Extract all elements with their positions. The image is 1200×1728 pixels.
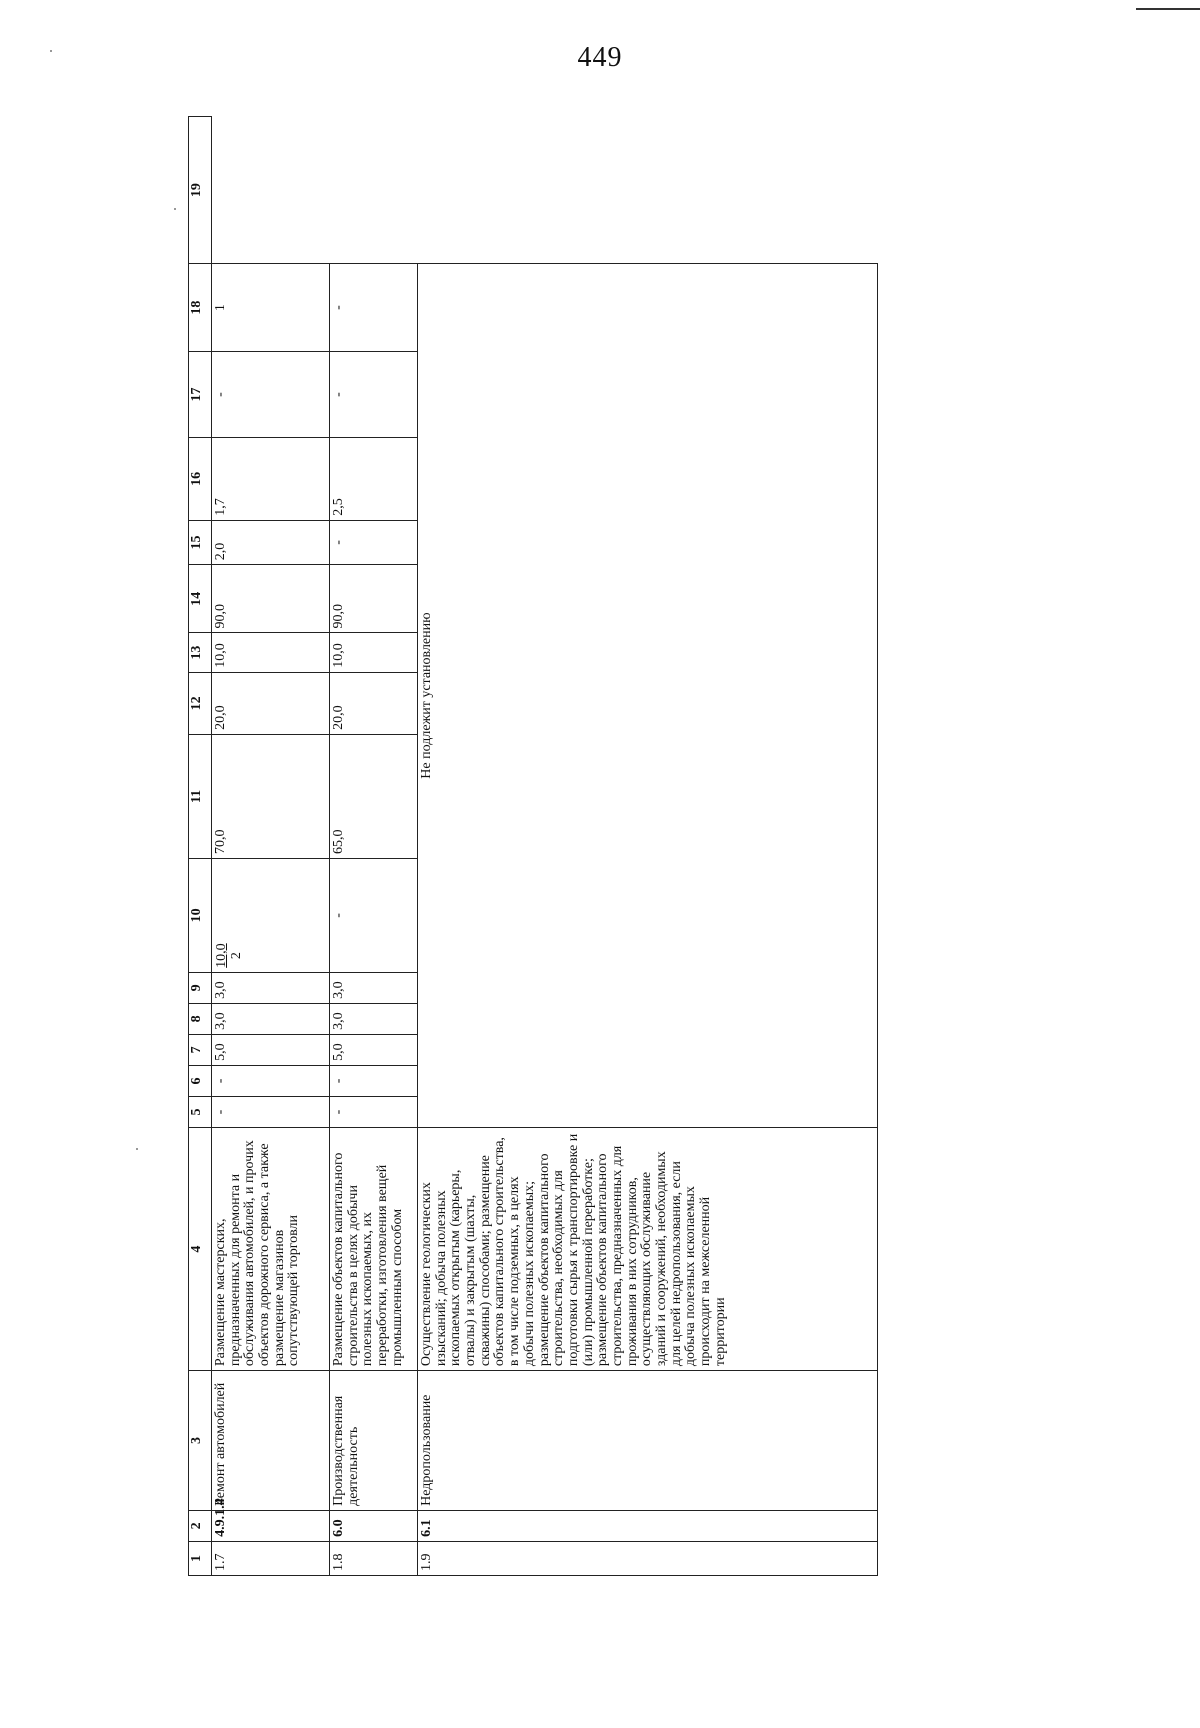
table-row: [330, 117, 418, 1576]
cell-col5: -: [212, 1096, 330, 1127]
cell-col9: 3,0: [212, 972, 330, 1003]
col-number-12: 12: [189, 672, 212, 734]
use-code: 6.1: [418, 1510, 878, 1541]
col-number-14: 14: [189, 565, 212, 633]
column-number-row: [189, 117, 212, 1576]
use-description: Размещение мастерских, предназначенных для ремонта и обслуживания автомобилей, и прочих объектов дорожного сервиса, а также размещение магазинов сопутствующей торговли: [212, 1127, 330, 1370]
cell-col12: 20,0: [212, 672, 330, 734]
table-row: [212, 117, 330, 1576]
cell-col7: 5,0: [330, 1034, 418, 1065]
cell-col14: 90,0: [212, 565, 330, 633]
cell-col9: 3,0: [330, 972, 418, 1003]
cell-col18: 1: [212, 264, 330, 352]
land-use-regulations-table: [188, 116, 878, 1576]
col-number-1: 1: [189, 1541, 212, 1575]
col-number-19: 19: [189, 117, 212, 264]
cell-col15: 2,0: [212, 520, 330, 564]
cell-col19: [212, 117, 878, 264]
cell-col11: 65,0: [330, 734, 418, 858]
col-number-15: 15: [189, 520, 212, 564]
use-description: Размещение объектов капитального строительства в целях добычи полезных ископаемых, их переработки, изготовления вещей промышленным способом: [330, 1127, 418, 1370]
col-number-6: 6: [189, 1065, 212, 1096]
cell-col11: 70,0: [212, 734, 330, 858]
cell-col16: 2,5: [330, 437, 418, 520]
rotated-table-container: [188, 116, 878, 1576]
use-name: Производственная деятельность: [330, 1371, 418, 1511]
cell-col6: -: [212, 1065, 330, 1096]
col-number-10: 10: [189, 859, 212, 973]
scan-speck: [136, 1148, 138, 1150]
cell-col16: 1,7: [212, 437, 330, 520]
use-name: Недропользование: [418, 1371, 878, 1511]
row-number: 1.9: [418, 1541, 878, 1575]
use-name: Ремонт автомобилей: [212, 1371, 330, 1511]
col-number-8: 8: [189, 1003, 212, 1034]
col-number-13: 13: [189, 633, 212, 672]
col-number-18: 18: [189, 264, 212, 352]
col-number-2: 2: [189, 1510, 212, 1541]
cell-col8: 3,0: [330, 1003, 418, 1034]
col-number-5: 5: [189, 1096, 212, 1127]
cell-col10: -: [330, 859, 418, 973]
col-number-7: 7: [189, 1034, 212, 1065]
col-number-9: 9: [189, 972, 212, 1003]
col-number-3: 3: [189, 1371, 212, 1511]
page-number: 449: [577, 42, 623, 73]
cell-col18: -: [330, 264, 418, 352]
cell-col8: 3,0: [212, 1003, 330, 1034]
cell-col13: 10,0: [330, 633, 418, 672]
row-number: 1.8: [330, 1541, 418, 1575]
cell-col5: -: [330, 1096, 418, 1127]
row-number: 1.7: [212, 1541, 330, 1575]
col-number-17: 17: [189, 352, 212, 438]
fraction-denominator: 2: [229, 952, 245, 960]
table-row: [418, 117, 878, 1576]
not-subject-to-establishment: Не подлежит установлению: [418, 264, 878, 1128]
use-description: Осуществление геологических изысканий; добыча полезных ископаемых открытым (карьеры, отвалы) и закрытым (шахты, скважины) способами; размещение объектов капитального строительства, в том числе подземных, в целях добычи полезных ископаемых; размещение объектов капитального строительства, необходимых для подготовки сырья к транспортировке и (или) промышленной переработке; размещение объектов капитального строительства, предназначенных для проживания в них сотрудников, осуществляющих обслуживание зданий и сооружений, необходимых для целей недропользования, если добыча полезных ископаемых происходит на межселенной территории: [418, 1127, 878, 1370]
col-number-16: 16: [189, 437, 212, 520]
fraction-value: [214, 943, 245, 968]
cell-col14: 90,0: [330, 565, 418, 633]
cell-col12: 20,0: [330, 672, 418, 734]
cell-col17: -: [212, 352, 330, 438]
col-number-4: 4: [189, 1127, 212, 1370]
cell-col10: [212, 859, 330, 973]
top-edge-rule: [1136, 8, 1200, 10]
cell-col17: -: [330, 352, 418, 438]
col-number-11: 11: [189, 734, 212, 858]
cell-col13: 10,0: [212, 633, 330, 672]
use-code: 4.9.1.4: [212, 1510, 330, 1541]
use-code: 6.0: [330, 1510, 418, 1541]
cell-col7: 5,0: [212, 1034, 330, 1065]
scan-speck: [50, 50, 52, 52]
scan-speck: [174, 208, 176, 210]
fraction-numerator: 10,0: [214, 943, 229, 968]
cell-col15: -: [330, 520, 418, 564]
cell-col6: -: [330, 1065, 418, 1096]
